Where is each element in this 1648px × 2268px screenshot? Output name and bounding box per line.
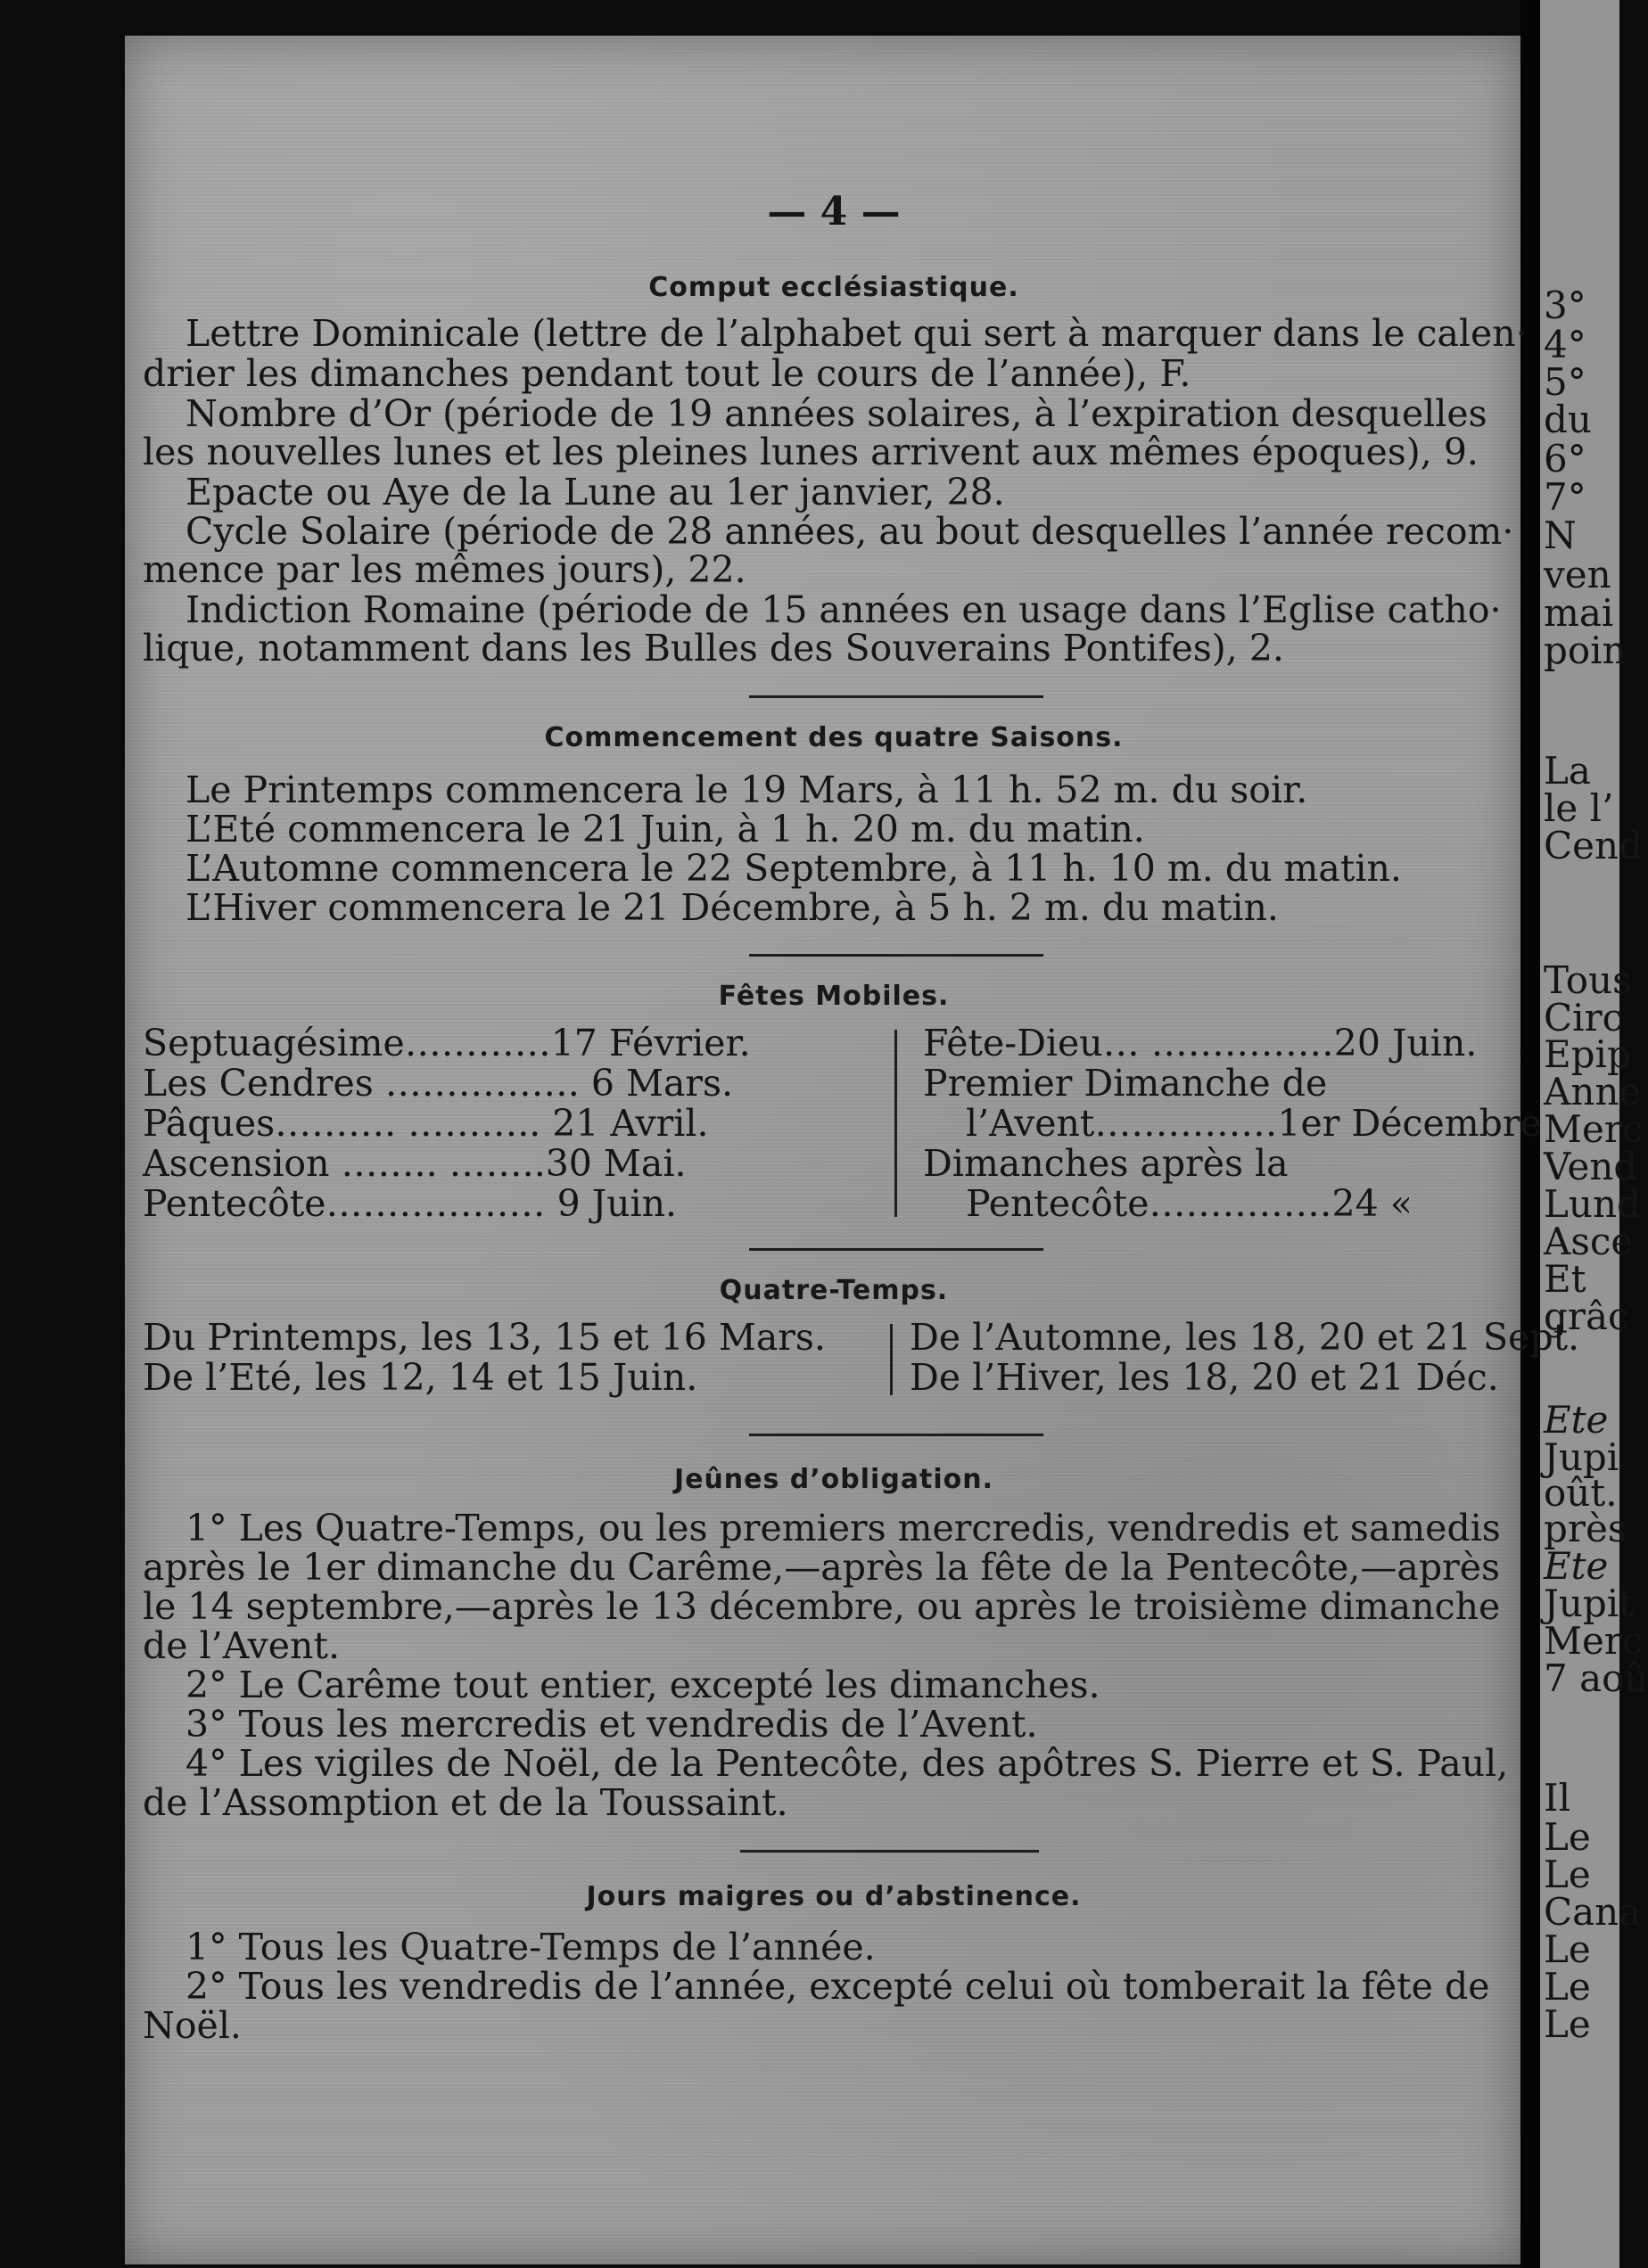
fete-entry: Pentecôte……………… 9 Juin. (143, 1182, 678, 1225)
saisons-line: L’Automne commencera le 22 Septembre, à 11 h. 10 m. du matin. (185, 847, 1402, 890)
fete-entry: Dimanches après la (923, 1142, 1289, 1185)
next-page-text: Jupit (1544, 1582, 1635, 1625)
fete-entry: Pâques………. ……….. 21 Avril. (143, 1102, 709, 1145)
fetes-right-column (923, 1023, 1542, 1224)
next-page-text: Vend (1544, 1145, 1638, 1188)
fete-entry: Fête-Dieu… ……………20 Juin. (923, 1022, 1478, 1064)
column-divider (890, 1324, 893, 1395)
next-page-text: Le (1544, 1815, 1591, 1859)
quatre-temps-entry: De l’Eté, les 12, 14 et 15 Juin. (143, 1356, 698, 1399)
next-page-text: Lund (1544, 1182, 1641, 1226)
section-heading-comput: Comput ecclésiastique. (648, 272, 1019, 303)
next-page-text: 7 aoû (1544, 1656, 1648, 1700)
next-page-text: Merc (1544, 1619, 1644, 1663)
column-divider (894, 1030, 897, 1217)
fete-entry: Septuagésime…………17 Février. (143, 1022, 751, 1064)
next-page-text: ven (1544, 553, 1611, 596)
comput-line: mence par les mêmes jours), 22. (143, 548, 746, 591)
next-page-text: poin (1544, 629, 1627, 672)
quatre-temps-entry: De l’Automne, les 18, 20 et 21 Sept. (910, 1316, 1580, 1359)
next-page-text: 4° (1544, 323, 1586, 366)
saisons-line: L’Eté commencera le 21 Juin, à 1 h. 20 m. du matin. (185, 808, 1145, 850)
next-page-text: Epip (1544, 1032, 1631, 1076)
adjacent-page-fragment (1540, 0, 1648, 2268)
comput-line: Lettre Dominicale (lettre de l’alphabet qui sert à marquer dans le calen· (185, 312, 1528, 355)
next-page-text: Cana (1544, 1890, 1642, 1934)
abstinence-line: 1° Tous les Quatre-Temps de l’année. (185, 1926, 876, 1968)
fete-entry: Premier Dimanche de (923, 1062, 1328, 1105)
next-page-text: Tous (1544, 958, 1632, 1002)
section-divider (749, 695, 1043, 698)
section-heading-quatre-temps: Quatre-Temps. (719, 1275, 949, 1306)
next-page-text: Ete (1544, 1398, 1609, 1442)
section-divider (749, 954, 1043, 957)
jeunes-line: 4° Les vigiles de Noël, de la Pentecôte, des apôtres S. Pierre et S. Paul, (185, 1742, 1509, 1785)
next-page-text: oût. (1544, 1471, 1618, 1515)
comput-line: drier les dimanches pendant tout le cours de l’année), F. (143, 352, 1191, 395)
next-page-text: Jupi (1544, 1435, 1619, 1479)
jeunes-line: 3° Tous les mercredis et vendredis de l’Avent. (185, 1703, 1038, 1746)
quatre-temps-left-column (143, 1318, 826, 1398)
comput-line: Epacte ou Aye de la Lune au 1er janvier, 28. (185, 471, 1005, 514)
jeunes-line: après le 1er dimanche du Carême,—après la fête de la Pentecôte,—après (143, 1546, 1501, 1589)
next-page-text: 7° (1544, 475, 1586, 519)
next-page-text: Ete (1544, 1544, 1609, 1588)
quatre-temps-entry: Du Printemps, les 13, 15 et 16 Mars. (143, 1316, 826, 1359)
next-page-text: N (1544, 514, 1577, 557)
next-page-text: Le (1544, 1927, 1591, 1971)
section-heading-jeunes: Jeûnes d’obligation. (673, 1464, 994, 1495)
jeunes-line: de l’Avent. (143, 1624, 340, 1667)
fete-entry: Pentecôte……………24 « (966, 1182, 1413, 1225)
comput-line: lique, notamment dans les Bulles des Souverains Pontifes), 2. (143, 627, 1284, 670)
next-page-text: La (1544, 749, 1591, 793)
next-page-text: Le (1544, 2002, 1591, 2046)
fete-entry: l’Avent……………1er Décembre (966, 1102, 1542, 1145)
section-divider (740, 1850, 1039, 1853)
section-divider (749, 1248, 1043, 1251)
next-page-text: grâc (1544, 1294, 1629, 1338)
fete-entry: Ascension …….. ……..30 Mai. (143, 1142, 687, 1185)
saisons-line: L’Hiver commencera le 21 Décembre, à 5 h. 2 m. du matin. (185, 886, 1279, 929)
next-page-text: 3° (1544, 284, 1586, 327)
next-page-text: Il (1544, 1776, 1571, 1820)
page-number: — 4 — (767, 189, 901, 234)
fetes-left-column (143, 1023, 751, 1224)
comput-line: Nombre d’Or (période de 19 années solaires, à l’expiration desquelles (185, 392, 1487, 435)
next-page-text: Circ (1544, 996, 1624, 1040)
abstinence-line: Noël. (143, 2004, 242, 2047)
next-page-text: Asce (1544, 1220, 1634, 1263)
next-page-text: près (1544, 1507, 1627, 1550)
jeunes-line: de l’Assomption et de la Toussaint. (143, 1781, 788, 1824)
jeunes-line: 1° Les Quatre-Temps, ou les premiers mercredis, vendredis et samedis (185, 1507, 1501, 1549)
fete-entry: Les Cendres ……………. 6 Mars. (143, 1062, 734, 1105)
next-page-text: le l’ (1544, 786, 1614, 830)
next-page-text: du (1544, 398, 1592, 441)
next-page-text: Anne (1544, 1070, 1642, 1113)
next-page-text: 5° (1544, 360, 1586, 404)
saisons-line: Le Printemps commencera le 19 Mars, à 11 h. 52 m. du soir. (185, 768, 1308, 811)
comput-line: Cycle Solaire (période de 28 années, au bout desquelles l’année recom· (185, 510, 1514, 553)
comput-line: Indiction Romaine (période de 15 années en usage dans l’Eglise catho· (185, 588, 1502, 631)
next-page-text: Le (1544, 1853, 1591, 1896)
section-heading-saisons: Commencement des quatre Saisons. (544, 722, 1124, 753)
abstinence-line: 2° Tous les vendredis de l’année, excepté celui où tomberait la fête de (185, 1965, 1490, 2008)
comput-line: les nouvelles lunes et les pleines lunes arrivent aux mêmes époques), 9. (143, 431, 1479, 473)
section-divider (749, 1434, 1043, 1436)
next-page-text: Le (1544, 1965, 1591, 2009)
next-page-text: Cend (1544, 824, 1643, 867)
jeunes-line: le 14 septembre,—après le 13 décembre, ou après le troisième dimanche (143, 1585, 1501, 1628)
section-heading-fetes: Fêtes Mobiles. (718, 981, 950, 1012)
next-page-text: Merc (1544, 1107, 1644, 1151)
next-page-text: mai (1544, 591, 1614, 635)
next-page-text: Et (1544, 1257, 1586, 1301)
next-page-text: 6° (1544, 437, 1586, 481)
jeunes-line: 2° Le Carême tout entier, excepté les dimanches. (185, 1664, 1100, 1706)
quatre-temps-right-column (910, 1318, 1579, 1398)
quatre-temps-entry: De l’Hiver, les 18, 20 et 21 Déc. (910, 1356, 1499, 1399)
section-heading-abstinence: Jours maigres ou d’abstinence. (586, 1881, 1082, 1912)
